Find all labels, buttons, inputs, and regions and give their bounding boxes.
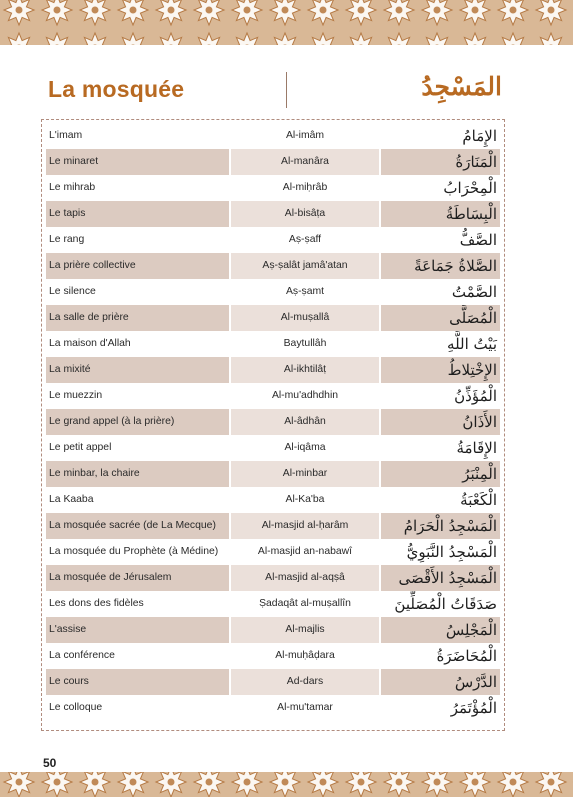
- french-term: La Kaaba: [49, 494, 94, 505]
- table-row: [46, 201, 500, 227]
- arabic-term: الْمَجْلِسُ: [381, 617, 500, 643]
- french-term: La mosquée sacrée (de La Mecque): [46, 513, 229, 539]
- transliteration: Aṣ-ṣaff: [229, 227, 381, 253]
- french-term: L'imam: [49, 130, 83, 141]
- table-row: [46, 305, 500, 331]
- french-term: La mosquée du Prophète (à Médine): [49, 546, 219, 557]
- table-row: [46, 591, 500, 617]
- french-term: Le rang: [49, 234, 85, 245]
- table-row: [46, 513, 500, 539]
- transliteration: Al-minbar: [229, 461, 381, 487]
- title-arabic: المَسْجِدُ: [421, 72, 502, 101]
- transliteration: Al-imâm: [229, 123, 381, 149]
- transliteration: Al-Ka'ba: [229, 487, 381, 513]
- transliteration: Al-muṣallâ: [229, 305, 381, 331]
- transliteration: Al-majlis: [229, 617, 381, 643]
- french-term: La mosquée de Jérusalem: [46, 565, 229, 591]
- transliteration: Al-masjid al-aqṣâ: [229, 565, 381, 591]
- table-row: [46, 227, 500, 253]
- transliteration: Al-manâra: [229, 149, 381, 175]
- transliteration: Ad-dars: [229, 669, 381, 695]
- transliteration: Aṣ-ṣamt: [229, 279, 381, 305]
- arabic-term: الْمَسْجِدُ الأَقْصَى: [381, 565, 500, 591]
- french-term: La maison d'Allah: [49, 338, 131, 349]
- transliteration: Baytullâh: [229, 331, 381, 357]
- french-term: Le minbar, la chaire: [46, 461, 229, 487]
- arabic-term: الْمِحْرَابُ: [443, 179, 497, 197]
- page-number: 50: [43, 756, 57, 770]
- table-row: [46, 331, 500, 357]
- table-row: [46, 409, 500, 435]
- title-divider: [286, 72, 287, 108]
- table-row: [46, 461, 500, 487]
- arabic-term: الْمَنَارَةُ: [381, 149, 500, 175]
- table-row: [46, 435, 500, 461]
- page-header: [42, 68, 504, 112]
- french-term: La salle de prière: [46, 305, 229, 331]
- arabic-term: الإِخْتِلاطُ: [381, 357, 500, 383]
- arabic-term: الْمَسْجِدُ الْحَرَامُ: [381, 513, 500, 539]
- arabic-term: الْمُحَاضَرَةُ: [436, 647, 497, 665]
- arabic-term: الْمَسْجِدُ النَّبَوِيُّ: [406, 543, 497, 561]
- transliteration: Al-iqâma: [229, 435, 381, 461]
- french-term: Le cours: [46, 669, 229, 695]
- arabic-term: الْمُؤْتَمَرُ: [450, 699, 497, 717]
- transliteration: Al-miḥrâb: [229, 175, 381, 201]
- arabic-term: الْكَعْبَةُ: [460, 491, 497, 509]
- arabic-term: الْمُؤَذِّنُ: [454, 387, 497, 405]
- arabic-term: صَدَقَاتُ الْمُصَلِّينَ: [394, 595, 497, 613]
- table-row: [46, 175, 500, 201]
- transliteration: Al-muḥâḍara: [229, 643, 381, 669]
- table-row: [46, 695, 500, 721]
- transliteration: Ṣadaqât al-muṣallîn: [229, 591, 381, 617]
- arabic-term: الصَّلاةُ جَمَاعَةً: [381, 253, 500, 279]
- arabic-term: الإِمَامُ: [462, 127, 497, 145]
- table-row: [46, 253, 500, 279]
- french-term: Le petit appel: [49, 442, 112, 453]
- arabic-term: الْمِنْبَرُ: [381, 461, 500, 487]
- french-term: Le colloque: [49, 702, 103, 713]
- french-term: La prière collective: [46, 253, 229, 279]
- arabic-term: بَيْتُ اللَّهِ: [447, 335, 497, 353]
- table-row: [46, 487, 500, 513]
- arabic-term: الأَذَانُ: [381, 409, 500, 435]
- vocabulary-table: [41, 119, 505, 731]
- transliteration: Al-âdhân: [229, 409, 381, 435]
- transliteration: Al-masjid an-nabawî: [229, 539, 381, 565]
- transliteration: Aṣ-ṣalât jamâ'atan: [229, 253, 381, 279]
- table-row: [46, 279, 500, 305]
- arabic-term: الصَّمْتُ: [451, 283, 497, 301]
- title-french: La mosquée: [48, 76, 185, 102]
- table-row: [46, 669, 500, 695]
- arabic-term: الصَّفُّ: [459, 231, 497, 249]
- arabic-term: الدَّرْسُ: [381, 669, 500, 695]
- arabic-term: الْمُصَلَّى: [381, 305, 500, 331]
- arabic-term: الْبِسَاطَةُ: [381, 201, 500, 227]
- vocabulary-rows: [46, 123, 500, 721]
- table-row: [46, 617, 500, 643]
- table-row: [46, 643, 500, 669]
- transliteration: Al-masjid al-ḥarâm: [229, 513, 381, 539]
- french-term: Le minaret: [46, 149, 229, 175]
- french-term: Le tapis: [46, 201, 229, 227]
- french-term: Le muezzin: [49, 390, 103, 401]
- french-term: Le grand appel (à la prière): [46, 409, 229, 435]
- french-term: L'assise: [46, 617, 229, 643]
- arabic-term: الإِقَامَةُ: [456, 439, 497, 457]
- table-row: [46, 565, 500, 591]
- french-term: Les dons des fidèles: [49, 598, 144, 609]
- table-row: [46, 149, 500, 175]
- transliteration: Al-mu'adhdhin: [229, 383, 381, 409]
- table-row: [46, 383, 500, 409]
- table-row: [46, 123, 500, 149]
- table-row: [46, 357, 500, 383]
- bottom-ornament-band: [0, 772, 573, 797]
- french-term: Le silence: [49, 286, 96, 297]
- top-ornament-band: [0, 0, 573, 45]
- french-term: La mixité: [46, 357, 229, 383]
- french-term: Le mihrab: [49, 182, 96, 193]
- transliteration: Al-mu'tamar: [229, 695, 381, 721]
- table-row: [46, 539, 500, 565]
- french-term: La conférence: [49, 650, 115, 661]
- transliteration: Al-ikhtilâṭ: [229, 357, 381, 383]
- transliteration: Al-bisâṭa: [229, 201, 381, 227]
